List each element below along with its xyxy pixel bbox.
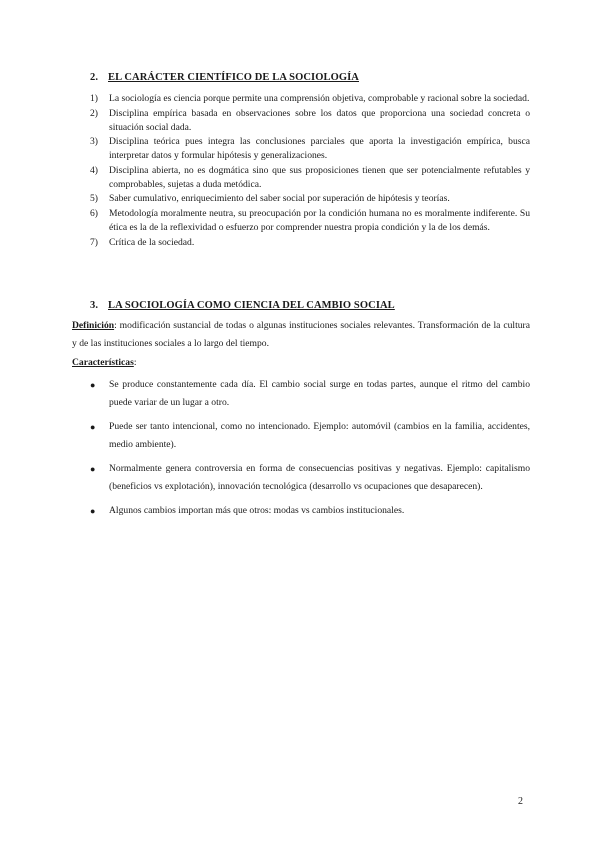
section-2-heading (90, 72, 359, 83)
characteristics-colon: : (133, 357, 137, 368)
definition-text: : modificación sustancial de todas o algunas instituciones sociales relevantes. Transformación de la cultura y de las instituciones sociales a lo largo del tiempo. (72, 320, 530, 349)
list-item (90, 207, 530, 235)
bullet-icon: ● (90, 464, 96, 474)
section-2-number: 2. (90, 72, 99, 83)
list-item-text: La sociología es ciencia porque permite una comprensión objetiva, comprobable y racional sobre la sociedad. (109, 93, 530, 104)
list-item-text: Disciplina teórica pues integra las conclusiones parciales que aporta la investigación empírica, busca interpretar datos y formular hipótesis y generalizaciones. (109, 136, 530, 162)
list-item (90, 502, 530, 520)
section-3-title: LA SOCIOLOGÍA COMO CIENCIA DEL CAMBIO SOCIAL (108, 300, 395, 311)
section-3-number: 3. (90, 300, 99, 311)
page-number: 2 (518, 796, 523, 807)
list-item (90, 236, 530, 250)
list-item (90, 418, 530, 454)
list-item (90, 376, 530, 412)
section-2-list (90, 92, 530, 250)
list-item-number: 5) (90, 193, 98, 205)
list-item-number: 3) (90, 136, 98, 148)
list-item-text: Metodología moralmente neutra, su preocupación por la condición humana no es moralmente indiferente. Su ética es la de la reflexividad o esfuerzo por comprender nuestra propia condición y la de los demás. (109, 207, 530, 233)
list-item-number: 1) (90, 93, 98, 104)
characteristics-heading (72, 354, 530, 372)
list-item (90, 164, 530, 192)
list-item-number: 6) (90, 207, 98, 219)
bullet-icon: ● (90, 506, 96, 516)
list-item-number: 4) (90, 164, 98, 176)
list-item (90, 460, 530, 496)
characteristics-label: Características (72, 357, 134, 368)
list-item-number: 7) (90, 236, 98, 248)
list-item-text: Crítica de la sociedad. (109, 236, 195, 248)
list-item (90, 135, 530, 163)
bullet-icon: ● (90, 422, 96, 432)
bullet-icon: ● (90, 380, 96, 390)
list-item-text: Se produce constantemente cada día. El cambio social surge en todas partes, aunque el ritmo del cambio puede variar de un lugar a otro. (109, 379, 530, 408)
list-item-text: Disciplina abierta, no es dogmática sino que sus proposiciones tienen que ser potencialmente refutables y comprobables, sujetas a duda metódica. (109, 164, 530, 190)
list-item-text: Saber cumulativo, enriquecimiento del saber social por superación de hipótesis y teorías. (109, 193, 450, 205)
list-item-text: Algunos cambios importan más que otros: modas vs cambios institucionales. (109, 505, 405, 516)
list-item-text: Disciplina empírica basada en observaciones sobre los datos que proporciona una sociedad concreta o situación social dada. (109, 107, 530, 133)
list-item (90, 192, 530, 206)
list-item (90, 92, 530, 106)
definition-paragraph (72, 317, 530, 353)
list-item-number: 2) (90, 107, 98, 119)
list-item-text: Normalmente genera controversia en forma de consecuencias positivas y negativas. Ejemplo: capitalismo (beneficios vs explotación), innovación tecnológica (desarrollo vs ocupaciones que desaparecen). (109, 463, 530, 492)
list-item (90, 107, 530, 135)
list-item-text: Puede ser tanto intencional, como no intencionado. Ejemplo: automóvil (cambios en la familia, accidentes, medio ambiente). (109, 421, 530, 450)
section-2-title: EL CARÁCTER CIENTÍFICO DE LA SOCIOLOGÍA (108, 72, 359, 83)
definition-label: Definición (72, 320, 115, 331)
characteristics-list (90, 376, 530, 526)
section-3-heading (90, 300, 395, 311)
